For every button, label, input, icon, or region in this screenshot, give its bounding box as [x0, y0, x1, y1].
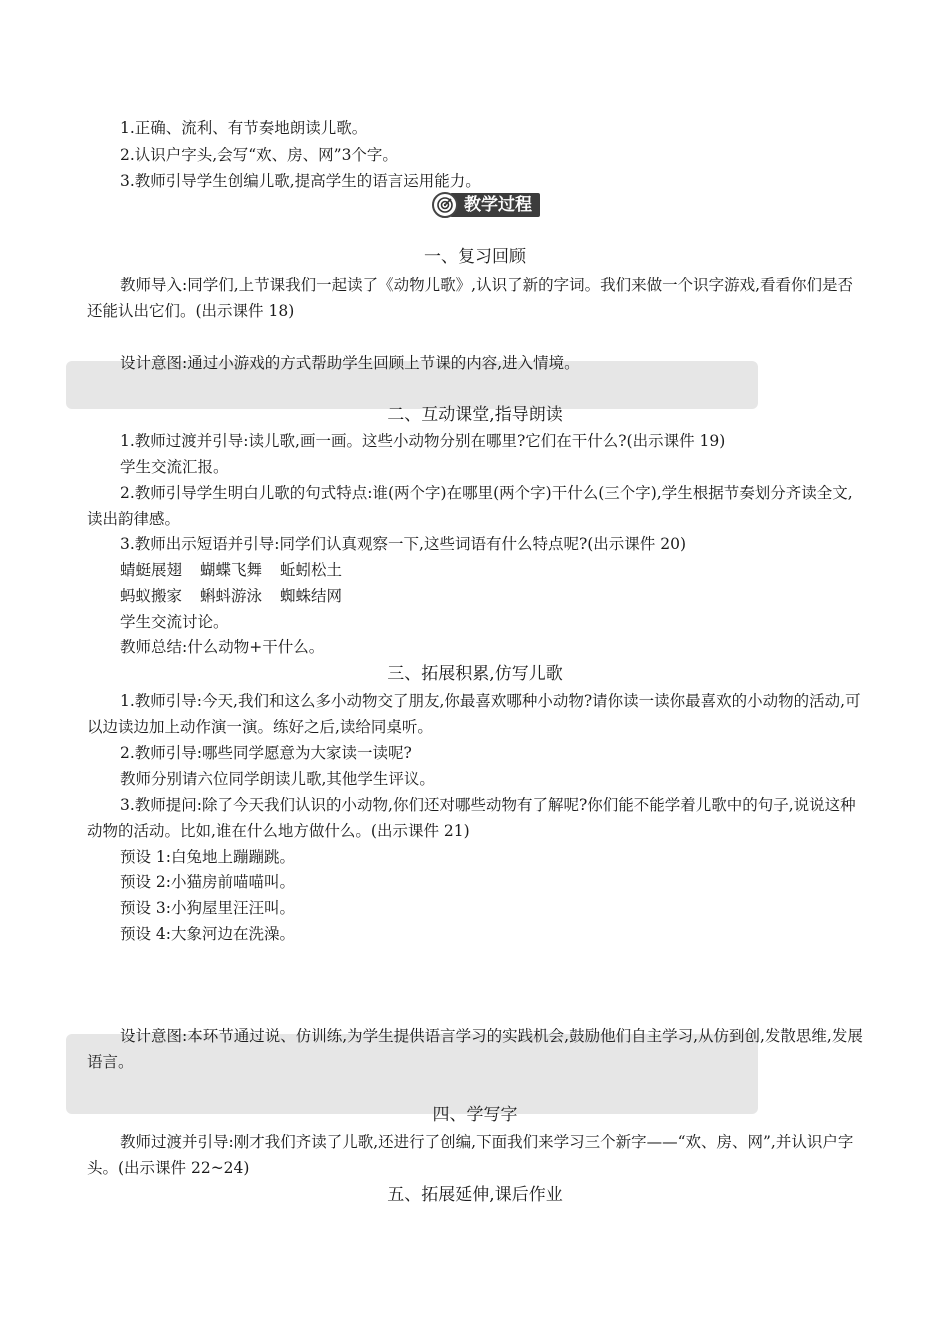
section-3-design-intent: 设计意图:本环节通过说、仿训练,为学生提供语言学习的实践机会,鼓励他们自主学习,从仿到创,发散思维,发展语言。	[87, 1027, 863, 1071]
section-3-p2: 2.教师引导:哪些同学愿意为大家读一读呢?	[120, 744, 412, 762]
section-3-p1: 1.教师引导:今天,我们和这么多小动物交了朋友,你最喜欢哪种小动物?请你读一读你最喜欢的小动物的活动,可以边读边加上动作演一演。练好之后,读给同桌听。	[87, 692, 861, 736]
section-4-title: 四、学写字	[432, 1105, 518, 1125]
section-2-p1: 1.教师过渡并引导:读儿歌,画一画。这些小动物分别在哪里?它们在干什么?(出示课件 19)	[120, 432, 726, 450]
phrase: 蝌蚪游泳	[200, 587, 263, 605]
section-2-p1b: 学生交流汇报。	[120, 458, 229, 476]
section-2-p4: 学生交流讨论。	[120, 613, 229, 631]
preset-2: 预设 2:小猫房前喵喵叫。	[120, 873, 296, 891]
section-3-p2b: 教师分别请六位同学朗读儿歌,其他学生评议。	[120, 770, 435, 788]
preset-1: 预设 1:白兔地上蹦蹦跳。	[120, 848, 296, 866]
phrase: 蚂蚁搬家	[120, 587, 183, 605]
section-2-p2: 2.教师引导学生明白儿歌的句式特点:谁(两个字)在哪里(两个字)干什么(三个字),学生根据节奏划分齐读全文,读出韵律感。	[87, 484, 853, 528]
section-5-title: 五、拓展延伸,课后作业	[387, 1185, 563, 1205]
badge-label: 教学过程	[450, 193, 540, 217]
phrase: 蜻蜓展翅	[120, 561, 183, 579]
objective-2: 2.认识户字头,会写“欢、房、网”3个字。	[120, 146, 398, 164]
section-1-title: 一、复习回顾	[424, 247, 526, 267]
section-2-title: 二、互动课堂,指导朗读	[387, 405, 563, 425]
preset-3: 预设 3:小狗屋里汪汪叫。	[120, 899, 296, 917]
section-2-p3: 3.教师出示短语并引导:同学们认真观察一下,这些词语有什么特点呢?(出示课件 20)	[120, 535, 686, 553]
objective-3: 3.教师引导学生创编儿歌,提高学生的语言运用能力。	[120, 172, 481, 190]
section-1-design-intent: 设计意图:通过小游戏的方式帮助学生回顾上节课的内容,进入情境。	[120, 354, 580, 372]
section-3-p3: 3.教师提问:除了今天我们认识的小动物,你们还对哪些动物有了解呢?你们能不能学着儿歌中的句子,说说这种动物的活动。比如,谁在什么地方做什么。(出示课件 21)	[87, 796, 856, 840]
target-icon	[432, 192, 458, 218]
objective-1: 1.正确、流利、有节奏地朗读儿歌。	[120, 119, 368, 137]
phrase: 蚯蚓松土	[280, 561, 343, 579]
preset-4: 预设 4:大象河边在洗澡。	[120, 925, 296, 943]
phrase-row-2	[120, 586, 360, 606]
phrase-row-1	[120, 560, 360, 580]
section-4-para: 教师过渡并引导:刚才我们齐读了儿歌,还进行了创编,下面我们来学习三个新字——“欢、房、网”,并认识户字头。(出示课件 22~24)	[87, 1133, 854, 1177]
phrase: 蜘蛛结网	[280, 587, 343, 605]
teaching-process-badge	[432, 192, 540, 218]
section-2-p5: 教师总结:什么动物+干什么。	[120, 638, 325, 656]
phrase: 蝴蝶飞舞	[200, 561, 263, 579]
section-3-title: 三、拓展积累,仿写儿歌	[387, 664, 563, 684]
section-1-para: 教师导入:同学们,上节课我们一起读了《动物儿歌》,认识了新的字词。我们来做一个识字游戏,看看你们是否还能认出它们。(出示课件 18)	[87, 276, 854, 320]
